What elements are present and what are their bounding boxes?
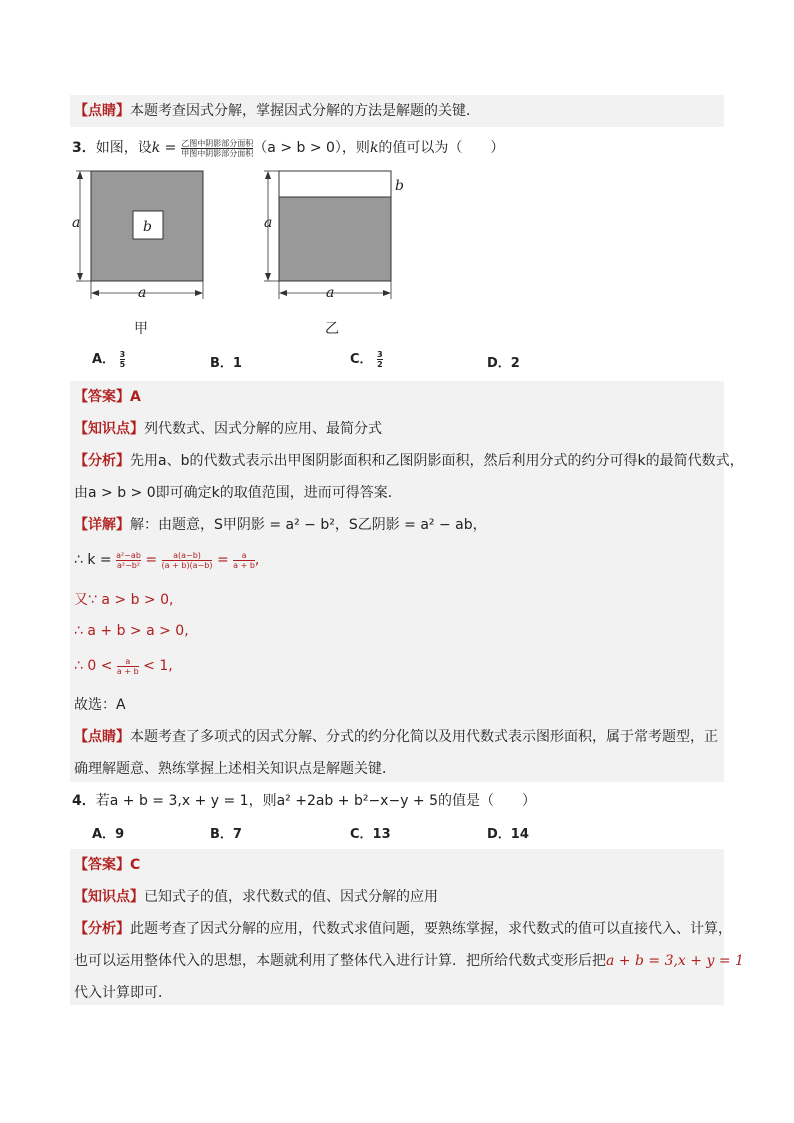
detail-text: 故选：A — [74, 697, 126, 713]
answer-tag: 【答案】 — [74, 389, 130, 405]
fraction-numerator: 3 — [377, 350, 383, 359]
detail-text: ∴ 0 < — [74, 658, 113, 674]
fraction-denominator: 甲图中阴影部分面积 — [181, 148, 254, 158]
detail-line-4 — [74, 621, 189, 641]
label-a-bottom: a — [326, 285, 335, 301]
fraction-denominator: (a + b)(a−b) — [161, 560, 213, 570]
option-text: 2 — [510, 356, 520, 371]
knowledge-tag: 【知识点】 — [74, 889, 144, 905]
caption-yi: 乙 — [325, 321, 339, 337]
option-text: 9 — [115, 827, 125, 842]
answer-tag: 【答案】 — [74, 857, 130, 873]
stem-k2: k — [369, 140, 379, 156]
analysis-text: 由a > b > 0即可确定k的取值范围，进而可得答案． — [74, 485, 402, 501]
question-number: 4． — [72, 793, 96, 809]
analysis-text: 代入计算即可． — [74, 985, 172, 1001]
option-text: 7 — [232, 827, 242, 842]
detail-line-6 — [74, 695, 126, 715]
analysis-line-2 — [74, 483, 402, 503]
dianjing-tag: 【点睛】 — [74, 729, 130, 745]
option-text: 1 — [232, 356, 242, 371]
fraction-denominator: 5 — [119, 360, 126, 369]
fraction-numerator: 3 — [119, 350, 126, 359]
option-text: 14 — [510, 827, 529, 842]
option-d[interactable] — [487, 352, 520, 371]
stem-suffix: 的值可以为（ ） — [378, 140, 505, 156]
answer-value: A — [130, 389, 141, 405]
fraction-denominator: a + b — [233, 560, 255, 570]
option-d[interactable] — [487, 823, 529, 842]
analysis-line-3 — [74, 983, 172, 1003]
dianjing-line-2 — [74, 759, 396, 779]
dianjing-line-1 — [74, 727, 718, 747]
answer-3-box — [70, 381, 724, 782]
knowledge-line — [74, 887, 438, 907]
option-fraction — [120, 350, 126, 369]
question-number: 3． — [72, 140, 96, 156]
stem-condition: （a > b > 0），则 — [253, 140, 370, 156]
option-letter: C． — [350, 827, 373, 842]
option-letter: B． — [210, 356, 233, 371]
label-b: b — [143, 219, 152, 235]
option-letter: D． — [487, 356, 511, 371]
option-c[interactable] — [350, 348, 383, 369]
stem-fraction — [181, 139, 253, 158]
fraction-2 — [162, 551, 213, 570]
fraction-denominator: 2 — [377, 360, 383, 369]
analysis-line-1 — [74, 919, 732, 939]
analysis-text: 也可以运用整体代入的思想，本题就利用了整体代入进行计算．把所给代数式变形后把 — [74, 953, 606, 969]
dianjing-tag: 【点睛】 — [74, 103, 130, 119]
knowledge-text: 列代数式、因式分解的应用、最简分式 — [144, 421, 382, 437]
option-a[interactable] — [92, 348, 125, 369]
fraction-3 — [233, 551, 255, 570]
fraction-denominator: a²−b² — [116, 560, 141, 570]
caption-jia: 甲 — [134, 321, 148, 337]
label-a-bottom: a — [138, 285, 147, 301]
label-a-side: a — [72, 215, 81, 231]
option-letter: C． — [350, 352, 373, 367]
detail-line-5 — [74, 656, 173, 676]
dianjing-text: 确理解题意、熟练掌握上述相关知识点是解题关键． — [74, 761, 396, 777]
figure-jia — [68, 165, 213, 345]
option-a[interactable] — [92, 823, 124, 842]
shaded-rectangle — [279, 197, 391, 281]
fraction-numerator: a(a−b) — [173, 550, 201, 560]
knowledge-text: 已知式子的值，求代数式的值、因式分解的应用 — [144, 889, 438, 905]
label-b: b — [395, 178, 404, 194]
detail-tag: 【详解】 — [74, 517, 130, 533]
knowledge-line — [74, 419, 382, 439]
answer-value: C — [130, 857, 141, 873]
fraction-numerator: a — [241, 550, 247, 560]
analysis-text: 先用a、b的代数式表示出甲图阴影面积和乙图阴影面积，然后利用分式的约分可得k的最简代数式， — [130, 453, 744, 469]
option-text: 13 — [372, 827, 391, 842]
analysis-math: a + b = 3,x + y = 1 — [606, 953, 744, 969]
answer-line — [74, 855, 140, 875]
option-letter: A． — [92, 352, 116, 367]
answer-line — [74, 387, 141, 407]
detail-text: ∴ a + b > a > 0, — [74, 623, 189, 639]
fraction-numerator: a²−ab — [116, 550, 141, 560]
option-letter: A． — [92, 827, 116, 842]
fraction-1 — [116, 551, 141, 570]
fraction-range — [117, 657, 139, 676]
analysis-tag: 【分析】 — [74, 921, 130, 937]
detail-line-2: ∴ k = $\frac{\text{a²−ab}}{\text{a²−b²}}$ = $\frac{a(a-b)}{(a + b)(a-b)}$ = $\frac{a}{a + b}$ , — [74, 550, 260, 570]
question-3-stem — [72, 138, 504, 158]
dianjing-line-top — [74, 101, 480, 121]
fraction-denominator: a + b — [116, 666, 139, 676]
detail-line-1 — [74, 515, 487, 535]
fraction-numerator: 乙图中阴影部分面积 — [181, 138, 254, 148]
dianjing-text: 本题考查因式分解，掌握因式分解的方法是解题的关键． — [130, 103, 480, 119]
option-c[interactable] — [350, 823, 391, 842]
option-b[interactable] — [210, 352, 242, 371]
detail-text: ∴ k = — [74, 552, 112, 568]
option-b[interactable] — [210, 823, 242, 842]
analysis-tag: 【分析】 — [74, 453, 130, 469]
detail-text: < 1, — [143, 658, 173, 674]
figure-yi — [258, 165, 418, 345]
question-stem: 若a + b = 3,x + y = 1，则a² +2ab + b²−x−y + 5的值是（ ） — [95, 793, 537, 809]
stem-prefix: 如图，设 — [95, 140, 152, 156]
knowledge-tag: 【知识点】 — [74, 421, 144, 437]
option-letter: B． — [210, 827, 233, 842]
option-letter: D． — [487, 827, 511, 842]
option-fraction — [377, 350, 383, 369]
stem-k: k = — [151, 140, 177, 156]
fraction-numerator: a — [125, 656, 131, 666]
analysis-text: 此题考查了因式分解的应用，代数式求值问题，要熟练掌握，求代数式的值可以直接代入、计算， — [130, 921, 732, 937]
detail-text: 解：由题意，S甲阴影 = a² − b²，S乙阴影 = a² − ab， — [130, 517, 487, 533]
question-4-stem — [72, 791, 536, 811]
analysis-line-2 — [74, 951, 744, 971]
analysis-line-1 — [74, 451, 744, 471]
detail-line-3 — [74, 590, 173, 610]
detail-text: 又∵ a > b > 0, — [74, 592, 174, 608]
label-a-side: a — [264, 215, 273, 231]
dianjing-text: 本题考查了多项式的因式分解、分式的约分化简以及用代数式表示图形面积，属于常考题型，正 — [130, 729, 718, 745]
